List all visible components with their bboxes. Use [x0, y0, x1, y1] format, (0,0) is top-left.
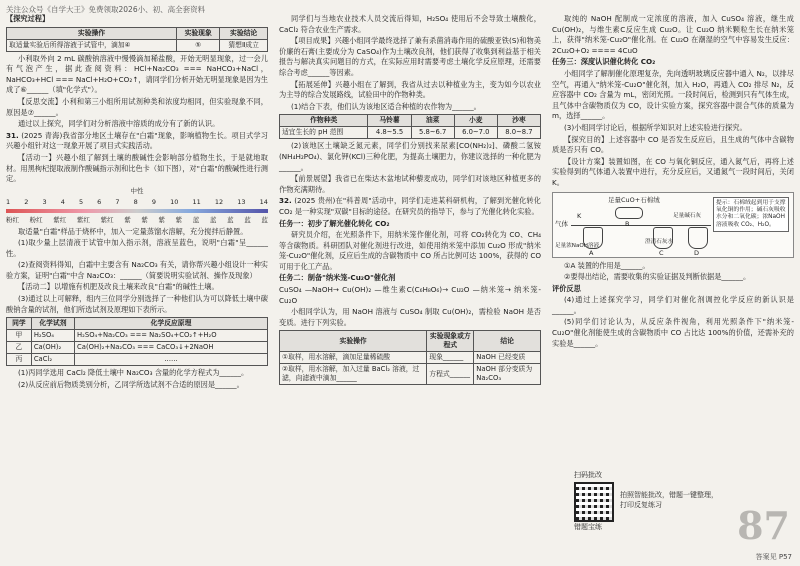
td: 丙 [7, 354, 32, 366]
explore-title: 【探究过程】 [6, 14, 50, 23]
qr-text: 拍照智能批改，错题一键整理，打印反复练习 [620, 491, 718, 509]
paragraph: 小利取外向 2 mL 碳酸钠溶液中慢慢滴加稀盐酸，开始无明显现象，过一会儿有气泡产生，据此查阅资料：HCl+Na₂CO₃ === NaHCO₃+NaCl，NaHCO₃+HCl === NaCl+H₂O+CO₂↑，请同学们分析开始无明显现象是因为生成了⑥______（填"化学式"）。 [6, 53, 268, 95]
paragraph: (1)丙同学选用 CaCl₂ 降低土壤中 Na₂CO₃ 含量的化学方程式为______。 [18, 368, 249, 378]
ph-number: 13 [237, 198, 246, 207]
td: 5.8~6.7 [411, 127, 454, 139]
td: 乙 [7, 342, 32, 354]
ph-number: 6 [97, 198, 102, 207]
td: 甲 [7, 330, 32, 342]
paragraph: (4)通过上述探究学习，同学们对催化剂调控化学反应的新认识是______。 [552, 295, 794, 315]
table-row [7, 330, 268, 342]
apparatus-diagram [552, 192, 794, 258]
paragraph: 【探究目的】上述容器中 CO 是否发生反应后，且生成的气体中含碳物质是否只有 CO。 [552, 134, 794, 155]
cuo-label: 足量CuO+石棉绒 [608, 195, 660, 204]
ph-color: 蓝 [244, 215, 251, 224]
td: 6.0~7.0 [454, 127, 497, 139]
td: …… [75, 354, 268, 366]
paragraph: ②要得出结论，需要收集的实验证据及判断依据是______。 [564, 272, 751, 282]
paragraph: 【活动二】以增施有机肥及改良土壤来改良"白霜"的碱性土壤。 [18, 282, 219, 292]
paragraph: 【项目成果】兴趣小组同学最终选择了兼有杀菌消毒作用的硫酸亚铁(S)和物美价廉的石膏(主要成分为 CaSO₄)作为土壤改良剂，他们获得了收集到利益基于相关报告与解决真实问题目的方式，在实际应用时需要考虑土壤化学反应原理，还需要综合考虑______等因素。 [279, 36, 541, 77]
hint-box: 提示：石棉绒起到用于支撑氧化铜的作用；碱石灰吸收水分和二氧化碳；浓NaOH溶液吸收 CO₂、H₂O。 [713, 197, 789, 233]
table-row [7, 39, 268, 51]
th: 小麦 [454, 115, 497, 127]
ph-color: 紫 [141, 215, 148, 224]
td: 4.8~5.5 [368, 127, 411, 139]
qr-label: 扫码批改 [574, 471, 602, 479]
ph-number: 4 [60, 198, 65, 207]
ph-color: 紫 [158, 215, 165, 224]
paragraph: 取纯的 NaOH 配制成一定浓度的溶液，加入 CuSO₄ 溶液，继生成 Cu(OH)₂，与维生素C反应生成 Cu₂O。让 Cu₂O 纳米颗粒生长在纳米笼上，获得"纳米笼-Cu₂O"催化剂。在 Cu₂O 在潮湿的空气中容易发生反应：2Cu₂O+O₂ ==== 4CuO [552, 14, 794, 55]
paragraph: 【活动一】兴趣小组了解到土壤的酸碱性会影响部分植物生长，于是就地取材。用黑枸杞提取液制作酸碱指示剂和比色卡（如下图），对"白霜"的酸碱性进行测定。 [6, 152, 268, 184]
paragraph: 通过以上探究，同学们对分析溶液中溶质的成分有了新的认识。 [18, 119, 220, 129]
task-heading: 任务二：制备"纳米笼-Cu₂O"催化剂 [279, 273, 396, 283]
task-heading: 任务三：深度认识催化转化 CO₂ [552, 57, 656, 67]
th: 油菜 [411, 115, 454, 127]
ph-color: 紫 [124, 215, 131, 224]
td: ⑤ [177, 39, 220, 51]
ph-number: 2 [24, 198, 29, 207]
td: ①取样，用水溶解，滴加足量稀硫酸 [280, 352, 427, 364]
question-32 [279, 196, 541, 217]
th: 马铃薯 [368, 115, 411, 127]
paragraph: 取适量"白霜"样品于烧杯中，加入一定量蒸馏水溶解，充分搅拌后静置。 [18, 226, 248, 236]
ph-color: 紫 [175, 215, 183, 224]
paragraph: (2)从反应前后物质类别分析，乙同学所选试剂不合适的原因是______。 [18, 379, 244, 389]
qr-code-icon[interactable] [574, 482, 614, 522]
column-right [552, 14, 794, 350]
column-middle [279, 14, 541, 387]
td: Ca(OH)₂+Na₂CO₃ === CaCO₃↓+2NaOH [75, 342, 268, 354]
paragraph: ①A 装置的作用是______。 [564, 260, 650, 270]
qr-section [574, 470, 724, 542]
td: 现象______ [427, 352, 474, 364]
flask-d [688, 227, 708, 249]
scale-neutral-label: 中性 [130, 186, 144, 195]
gas-inlet-label: 气体 [555, 219, 568, 228]
ph-color: 紫红 [76, 215, 90, 224]
tube-b [615, 207, 643, 219]
paragraph: 小组同学认为，用 NaOH 溶液与 CuSO₄ 制取 Cu(OH)₂，需检验 NaOH 是否变质。进行下列实验。 [279, 307, 541, 327]
th: 实验操作 [280, 331, 427, 352]
question-31 [6, 131, 268, 152]
table-row [7, 342, 268, 354]
label-a: A [589, 248, 594, 257]
paragraph: 同学们与当地农业技术人员交流后得知，H₂SO₄ 使用后不会导致土壤酸化，CaCl₂ 符合农业生产需求。 [279, 14, 541, 34]
label-c: C [659, 248, 664, 257]
table-row [280, 127, 541, 139]
th: 结论 [474, 331, 541, 352]
paragraph: (2)查阅资料得知，白霜中主要含有 Na₂CO₃ 有关，请你帮兴趣小组设计一种实验方案，证明"白霜"中含 Na₂CO₃：______（简要说明实验试剂、操作及现象） [6, 260, 268, 280]
ph-color: 粉红 [6, 215, 19, 224]
paragraph: (1)结合下表，他们认为该地区适合种植的农作物为______。 [291, 101, 481, 111]
ph-number: 9 [151, 198, 157, 207]
paragraph: (5)同学们讨论认为，从反应条件视角，利用光照条件下"纳米笼-Cu₂O"催化剂能使生成的含碳物质中 CO 占比达 100%的价值，还需补充的实验是______。 [552, 317, 794, 348]
paragraph: (3)小组同学讨论后，根据所学知识对上述实验进行探究。 [564, 122, 747, 132]
td: H₂SO₄ [31, 330, 74, 342]
paragraph: 【设计方案】装置如图，在 CO 与氧化铜反应，通入氮气后，再将上述实验得到的气体通入装置中进行，充分反应后，又通氮气一段时间后，关闭 K。 [552, 156, 794, 187]
ph-number: 5 [78, 198, 84, 207]
ph-color: 蓝 [192, 215, 200, 224]
ph-color: 蓝 [209, 215, 217, 224]
th: 实验操作 [7, 27, 177, 39]
td: NaOH 部分变质为 Na₂CO₃ [474, 364, 541, 385]
column-left [6, 14, 268, 391]
paragraph: 【拓展延伸】兴趣小组在了解到，我省从过去以种植业为主，变为如今以农业为主导的综合发展路线，试验田中的作物种类。 [279, 79, 541, 100]
ph-number: 3 [42, 198, 47, 207]
td: NaOH 已经变质 [474, 352, 541, 364]
question-text: (2025 贵州)在"科普周"活动中，同学们走进某科研机构，了解到光催化转化 CO₂ 是一种实现"双碳"目标的途径。在研究员的指导下，参与了光催化转化实验。 [279, 196, 541, 216]
ph-number: 8 [133, 198, 138, 207]
paragraph: 研究员介绍，在光照条件下，用纳米笼作催化剂，可将 CO₂转化为 CO、CH₄ 等含碳物质。科研团队对催化剂进行改进，如使用纳米笼中添加 Cu₂O 形成"纳米笼-Cu₂O"催化剂，反应后生成的含碳物质中 CO 所占比例可达 100%，获得的 CO 可用于化工产品。 [279, 230, 541, 271]
ph-color: 蓝 [227, 215, 234, 224]
paragraph: 【反思交流】小利和第三小组所用试剂种类和浓度均相同，但实验现象不同，原因是⑦______。 [6, 96, 268, 117]
td: 取适量实验后所得溶液于试管中，滴加④ [7, 39, 177, 51]
td: ②取样，用水溶解，加入过量 BaCl₂ 溶液，过滤，向滤液中滴加______ [280, 364, 427, 385]
ph-number: 1 [6, 198, 11, 207]
task-heading: 任务一：初步了解光催化转化 CO₂ [279, 218, 390, 228]
ph-number: 12 [214, 198, 224, 207]
th: 实验现象 [177, 27, 220, 39]
reagent-table [6, 317, 268, 366]
ph-color-bar [6, 209, 268, 213]
ph-scale-colors [6, 215, 268, 226]
ph-number: 14 [259, 198, 268, 207]
td: CaCl₂ [31, 354, 74, 366]
table-row [280, 352, 541, 364]
question-text: (2025 青海)我省部分地区土壤存在"白霜"现象，影响植物生长。项目式学习兴趣小组针对这一现象开展了项目式实践活动。 [6, 130, 268, 151]
ph-number: 7 [115, 198, 120, 207]
th: 实验现象或方程式 [427, 331, 474, 352]
th: 实验结论 [220, 27, 268, 39]
th: 化学试剂 [31, 318, 74, 330]
td: 猜想Ⅱ成立 [220, 39, 268, 51]
paragraph: (3)通过以上可解释，组内三位同学分别选择了一种他们认为可以降低土壤中碳酸钠含量的试剂，他们所选试剂及原理如下表所示。 [6, 294, 268, 314]
ph-number: 10 [170, 198, 179, 207]
question-number: 31. [6, 130, 19, 140]
question-number: 32. [279, 196, 292, 206]
label-d: D [694, 248, 700, 257]
td: 8.0~8.7 [497, 127, 540, 139]
paragraph: (1)取少量上层清液于试管中加入指示剂，溶液呈蓝色，说明"白霜"呈______性。 [6, 238, 268, 258]
td: H₂SO₄+Na₂CO₃ === Na₂SO₄+CO₂↑+H₂O [75, 330, 268, 342]
ph-number: 11 [192, 198, 201, 207]
ph-color: 蓝 [261, 215, 268, 224]
answer-reference: 答案见 P57 [755, 553, 792, 561]
naoh-label: 足量浓NaOH溶液 [555, 242, 600, 249]
td: Ca(OH)₂ [31, 342, 74, 354]
th: 作物种类 [280, 115, 368, 127]
ph-color: 紫红 [53, 215, 67, 224]
th: 化学反应原理 [75, 318, 268, 330]
page-number: 87 [737, 503, 790, 548]
paragraph: 【前景展望】我省已在柴达木盆地试种藜麦成功，同学们对该地区种植更多的作物充满期待。 [279, 174, 541, 194]
section-heading: 评价反思 [552, 283, 581, 293]
label-b: B [625, 219, 630, 228]
crop-ph-table [279, 114, 541, 139]
experiment-table-1 [6, 27, 268, 52]
ph-color: 紫红 [100, 215, 114, 224]
water-label: 澄清石灰水 [645, 238, 673, 245]
ph-color: 粉红 [29, 215, 43, 224]
table-row [280, 364, 541, 385]
gas-tube [571, 225, 711, 226]
paragraph: 小组同学了解制催化原理复杂，先向透明玻璃反应器中通入 N₂，以排尽空气，再通入"纳米笼-Cu₂O"催化剂，加入 H₂O，再通入 CO₂ 排尽 N₂，反应容器中 CO₂ 含量为 mL，密闭光照。一段时间后，检测到只有气体生成，且气体中含碳物质仅为 CO，设计实验方案，探究容器中混合气体的质量为 m，选择______。 [552, 68, 794, 121]
td: 方程式______ [427, 364, 474, 385]
th: 同学 [7, 318, 32, 330]
valve-k-label: K [577, 211, 582, 220]
header-note: 关注公众号《自学大王》免费领取2026小、初、高全套资料 [6, 5, 206, 14]
reaction-flow: CuSO₄ —NaOH→ Cu(OH)₂ —维生素C(C₆H₈O₆)→ Cu₂O —纳米笼→ 纳米笼-Cu₂O [279, 285, 541, 305]
naoh-test-table [279, 330, 541, 385]
td: 适宜生长的 pH 范围 [280, 127, 368, 139]
th: 沙枣 [497, 115, 540, 127]
table-row [7, 354, 268, 366]
paragraph: (2)该地区土壤缺乏氮元素，同学们分别找来尿素[CO(NH₂)₂]、磷酸二氢铵(NH₄H₂PO₄)、氯化钾(KCl)三种化肥，为提高土壤肥力，你建议选择的一种化肥为______。 [279, 141, 541, 172]
ph-scale-numbers [6, 197, 268, 208]
lime-label: 足量碱石灰 [673, 212, 701, 219]
qr-subtext: 错题宝练 [574, 523, 602, 531]
